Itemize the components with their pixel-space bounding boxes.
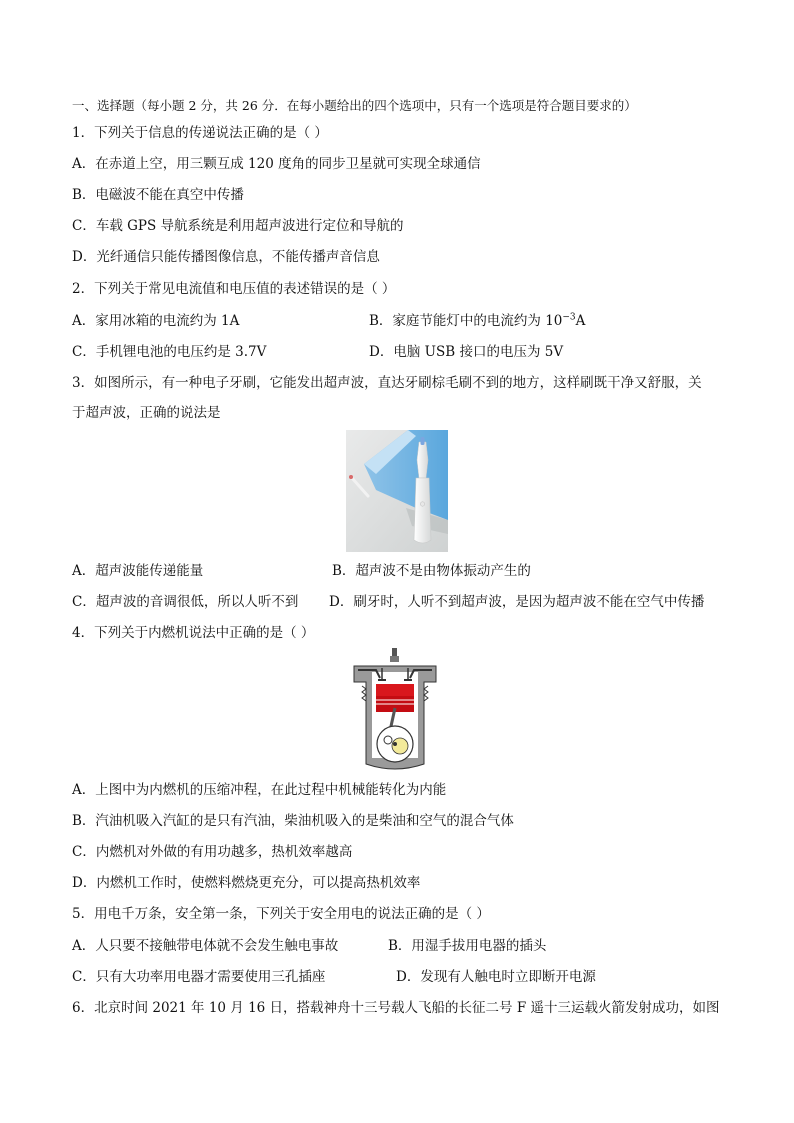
q1-stem: 1．下列关于信息的传递说法正确的是（ ） [72, 125, 328, 141]
toothbrush-photo [346, 430, 448, 552]
q2-option-d: D．电脑 USB 接口的电压为 5V [369, 344, 564, 360]
q5-option-a: A．人只要不接触带电体就不会发生触电事故 [72, 938, 339, 954]
q4-option-b: B．汽油机吸入汽缸的是只有汽油，柴油机吸入的是柴油和空气的混合气体 [72, 813, 514, 829]
q3-stem-line1: 3．如图所示，有一种电子牙刷，它能发出超声波，直达牙刷棕毛刷不到的地方，这样刷既干净又舒服，关 [72, 375, 702, 391]
q2-option-b-text: B．家庭节能灯中的电流约为 10 [369, 313, 563, 329]
q2-option-a: A．家用冰箱的电流约为 1A [72, 313, 240, 329]
q2-option-c: C．手机锂电池的电压约是 3.7V [72, 344, 267, 360]
q5-option-b: B．用湿手拔用电器的插头 [388, 938, 547, 954]
q3-option-b: B．超声波不是由物体振动产生的 [332, 563, 531, 579]
q5-option-c: C．只有大功率用电器才需要使用三孔插座 [72, 969, 326, 985]
q4-option-c: C．内燃机对外做的有用功越多，热机效率越高 [72, 844, 353, 860]
q4-stem: 4．下列关于内燃机说法中正确的是（ ） [72, 625, 315, 641]
q2-stem: 2．下列关于常见电流值和电压值的表述错误的是（ ） [72, 281, 396, 297]
q5-option-d: D．发现有人触电时立即断开电源 [396, 969, 596, 985]
q6-stem: 6．北京时间 2021 年 10 月 16 日，搭载神舟十三号载人飞船的长征二号 F 遥十三运载火箭发射成功，如图 [72, 1000, 720, 1016]
q3-option-d: D．刷牙时，人听不到超声波，是因为超声波不能在空气中传播 [329, 594, 705, 610]
engine-diagram [350, 646, 440, 772]
engine-icon [350, 646, 440, 772]
section-heading: 一、选择题（每小题 2 分，共 26 分．在每小题给出的四个选项中，只有一个选项是符合题目要求的） [72, 98, 637, 113]
q1-option-d: D．光纤通信只能传播图像信息，不能传播声音信息 [72, 249, 380, 265]
q1-option-c: C．车载 GPS 导航系统是利用超声波进行定位和导航的 [72, 218, 404, 234]
q1-option-a: A．在赤道上空，用三颗互成 120 度角的同步卫星就可实现全球通信 [72, 156, 481, 172]
q2-option-b-unit: A [575, 313, 586, 329]
q2-option-b-exponent: −3 [562, 312, 576, 323]
q4-option-d: D．内燃机工作时，使燃料燃烧更充分，可以提高热机效率 [72, 875, 421, 891]
q4-option-a: A．上图中为内燃机的压缩冲程，在此过程中机械能转化为内能 [72, 782, 447, 798]
q5-stem: 5．用电千万条，安全第一条，下列关于安全用电的说法正确的是（ ） [72, 906, 490, 922]
q1-option-b: B．电磁波不能在真空中传播 [72, 187, 244, 203]
toothbrush-icon [346, 430, 448, 552]
q3-option-c: C．超声波的音调很低，所以人听不到 [72, 594, 299, 610]
q3-stem-line2: 于超声波，正确的说法是 [72, 405, 221, 421]
q3-option-a: A．超声波能传递能量 [72, 563, 204, 579]
q2-option-b [369, 312, 585, 330]
